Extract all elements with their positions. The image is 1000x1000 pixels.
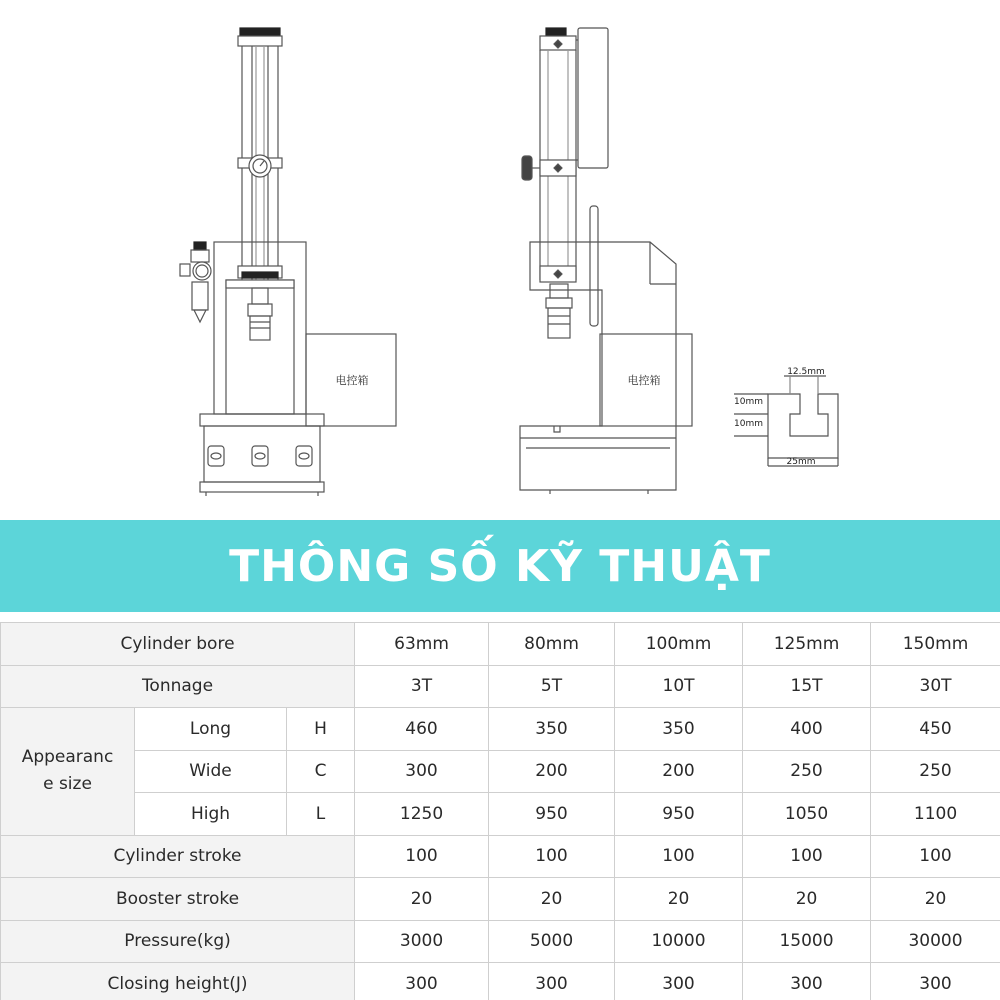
- booster-stroke-label: Booster stroke: [1, 878, 355, 921]
- high-cell: 1100: [871, 793, 1000, 836]
- tonnage-label: Tonnage: [1, 665, 355, 708]
- row-cylinder-stroke: [1, 835, 1000, 878]
- row-long: [1, 708, 1000, 751]
- row-pressure: [1, 920, 1000, 963]
- wide-cell: 300: [355, 750, 489, 793]
- wide-label: Wide: [135, 750, 287, 793]
- cylinder-stroke-label: Cylinder stroke: [1, 835, 355, 878]
- side-control-box-label: 电控箱: [627, 374, 661, 387]
- closing-height-cell: 300: [489, 963, 615, 1000]
- booster-stroke-cell: 20: [489, 878, 615, 921]
- bore-cell: 80mm: [489, 623, 615, 666]
- cylinder-stroke-cell: 100: [871, 835, 1000, 878]
- spec-table: [0, 622, 1000, 1000]
- tonnage-cell: 10T: [615, 665, 743, 708]
- long-cell: 350: [615, 708, 743, 751]
- row-booster-stroke: [1, 878, 1000, 921]
- tonnage-cell: 5T: [489, 665, 615, 708]
- high-code: L: [287, 793, 355, 836]
- row-cylinder-bore: [1, 623, 1000, 666]
- pressure-label: Pressure(kg): [1, 920, 355, 963]
- pressure-cell: 5000: [489, 920, 615, 963]
- long-cell: 400: [743, 708, 871, 751]
- long-label: Long: [135, 708, 287, 751]
- booster-stroke-cell: 20: [743, 878, 871, 921]
- closing-height-label: Closing height(J): [1, 963, 355, 1000]
- t-slot-detail-drawing: [734, 367, 838, 467]
- spec-title: THÔNG SỐ KỸ THUẬT: [229, 540, 771, 592]
- long-cell: 350: [489, 708, 615, 751]
- wide-cell: 200: [615, 750, 743, 793]
- cylinder-stroke-cell: 100: [743, 835, 871, 878]
- spec-banner: [0, 520, 1000, 612]
- high-cell: 1250: [355, 793, 489, 836]
- bore-cell: 150mm: [871, 623, 1000, 666]
- high-cell: 1050: [743, 793, 871, 836]
- high-label: High: [135, 793, 287, 836]
- tonnage-cell: 30T: [871, 665, 1000, 708]
- bore-cell: 63mm: [355, 623, 489, 666]
- wide-cell: 200: [489, 750, 615, 793]
- side-view-drawing: [520, 28, 692, 494]
- closing-height-cell: 300: [615, 963, 743, 1000]
- row-closing-height: [1, 963, 1000, 1000]
- pressure-cell: 30000: [871, 920, 1000, 963]
- dim-top-width: 12.5mm: [787, 367, 825, 377]
- dim-left-upper: 10mm: [734, 397, 763, 407]
- tonnage-cell: 15T: [743, 665, 871, 708]
- cylinder-stroke-cell: 100: [355, 835, 489, 878]
- closing-height-cell: 300: [871, 963, 1000, 1000]
- pressure-cell: 3000: [355, 920, 489, 963]
- wide-cell: 250: [871, 750, 1000, 793]
- high-cell: 950: [489, 793, 615, 836]
- wide-cell: 250: [743, 750, 871, 793]
- bore-cell: 125mm: [743, 623, 871, 666]
- closing-height-cell: 300: [743, 963, 871, 1000]
- closing-height-cell: 300: [355, 963, 489, 1000]
- booster-stroke-cell: 20: [355, 878, 489, 921]
- pressure-cell: 15000: [743, 920, 871, 963]
- wide-code: C: [287, 750, 355, 793]
- dim-left-lower: 10mm: [734, 419, 763, 429]
- front-control-box-label: 电控箱: [335, 374, 369, 387]
- long-cell: 460: [355, 708, 489, 751]
- cylinder-stroke-cell: 100: [489, 835, 615, 878]
- cylinder-stroke-cell: 100: [615, 835, 743, 878]
- bore-cell: 100mm: [615, 623, 743, 666]
- dim-bottom-width: 25mm: [786, 457, 816, 467]
- pressure-cell: 10000: [615, 920, 743, 963]
- tonnage-cell: 3T: [355, 665, 489, 708]
- front-view-drawing: [180, 28, 396, 496]
- long-code: H: [287, 708, 355, 751]
- row-tonnage: [1, 665, 1000, 708]
- long-cell: 450: [871, 708, 1000, 751]
- booster-stroke-cell: 20: [871, 878, 1000, 921]
- row-wide: [1, 750, 1000, 793]
- row-high: [1, 793, 1000, 836]
- cylinder-bore-label: Cylinder bore: [1, 623, 355, 666]
- appearance-size-label: Appearanc e size: [1, 708, 135, 836]
- high-cell: 950: [615, 793, 743, 836]
- booster-stroke-cell: 20: [615, 878, 743, 921]
